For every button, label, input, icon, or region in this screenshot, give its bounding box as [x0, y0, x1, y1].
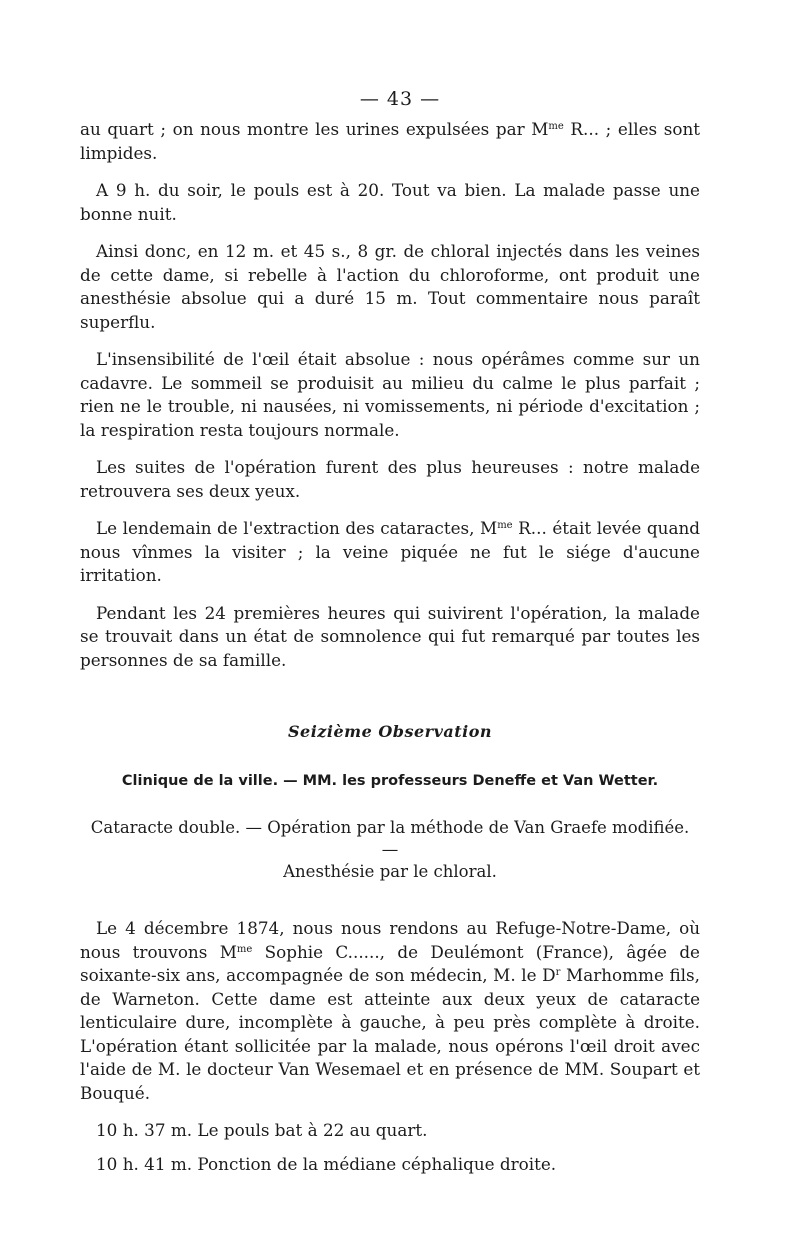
clinic-heading: Clinique de la ville. — MM. les professeurs Deneffe et Van Wetter. — [121, 773, 659, 789]
paragraph-10: 10 h. 41 m. Ponction de la médiane céphalique droite. — [96, 1153, 557, 1174]
paragraph-6-text-b: R... était levée quand nous vînmes la visiter ; la veine piquée ne fut le siége d'aucune irritation. — [80, 518, 701, 585]
paragraph-4: L'insensibilité de l'œil était absolue : nous opérâmes comme sur un cadavre. Le sommeil se produisit au milieu du calme le plus parfait ; rien ne le trouble, ni nausées, ni vomissements, ni période d'excitation ; la respiration resta toujours normale. — [80, 349, 700, 440]
paragraph-6-superscript: me — [497, 520, 513, 531]
case-summary-line-2: Anesthésie par le chloral. — [283, 862, 497, 881]
section-title: Seizième Observation — [287, 722, 492, 741]
paragraph-9: 10 h. 37 m. Le pouls bat à 22 au quart. — [96, 1120, 428, 1140]
paragraph-7: Pendant les 24 premières heures qui suivirent l'opération, la malade se trouvait dans un état de somnolence qui fut remarqué par toutes les personnes de sa famille. — [80, 602, 700, 670]
paragraph-1 — [80, 118, 700, 165]
paragraph-5: Les suites de l'opération furent des plus heureuses : notre malade retrouvera ses deux yeux. — [80, 457, 700, 501]
paragraph-8-superscript-1: me — [236, 943, 253, 955]
paragraph-6-text-a: Le lendemain de l'extraction des cataractes, M — [96, 518, 498, 538]
paragraph-8-text-a: Le 4 décembre 1874, nous nous rendons au Refuge-Notre-Dame, où nous trouvons M — [80, 918, 700, 962]
paragraph-8-text-c: Marhomme fils, de Warneton. Cette dame est atteinte aux deux yeux de cataracte lenticulaire dure, incomplète à gauche, à peu près complète à droite. L'opération étant sollicitée par la malade, nous opérons l'œil droit avec l'aide de M. le docteur Van Wesemael et en présence de MM. Soupart et Bouqué. — [80, 965, 700, 1103]
paragraph-1-text-a: au quart ; on nous montre les urines expulsées par M — [80, 119, 549, 139]
paragraph-3: Ainsi donc, en 12 m. et 45 s., 8 gr. de chloral injectés dans les veines de cette dame, si rebelle à l'action du chloroforme, ont produit une anesthésie absolue qui a duré 15 m. Tout commentaire nous paraît superflu. — [80, 241, 700, 332]
page-number: — 43 — — [359, 88, 441, 110]
case-summary-line-1: Cataracte double. — Opération par la méthode de Van Graefe modifiée. — — [90, 818, 690, 859]
case-summary — [80, 817, 700, 883]
paragraph-6 — [80, 517, 700, 588]
paragraph-8 — [80, 917, 700, 1105]
paragraph-2: A 9 h. du soir, le pouls est à 20. Tout va bien. La malade passe une bonne nuit. — [80, 180, 700, 224]
paragraph-1-text-b: R... ; elles sont limpides. — [80, 119, 700, 163]
paragraph-1-superscript: me — [548, 121, 564, 132]
paragraph-8-text-b: Sophie C......, de Deulémont (France), âgée de soixante-six ans, accompagnée de son médecin, M. le D — [80, 941, 700, 985]
paragraph-8-superscript-2: r — [555, 967, 561, 978]
